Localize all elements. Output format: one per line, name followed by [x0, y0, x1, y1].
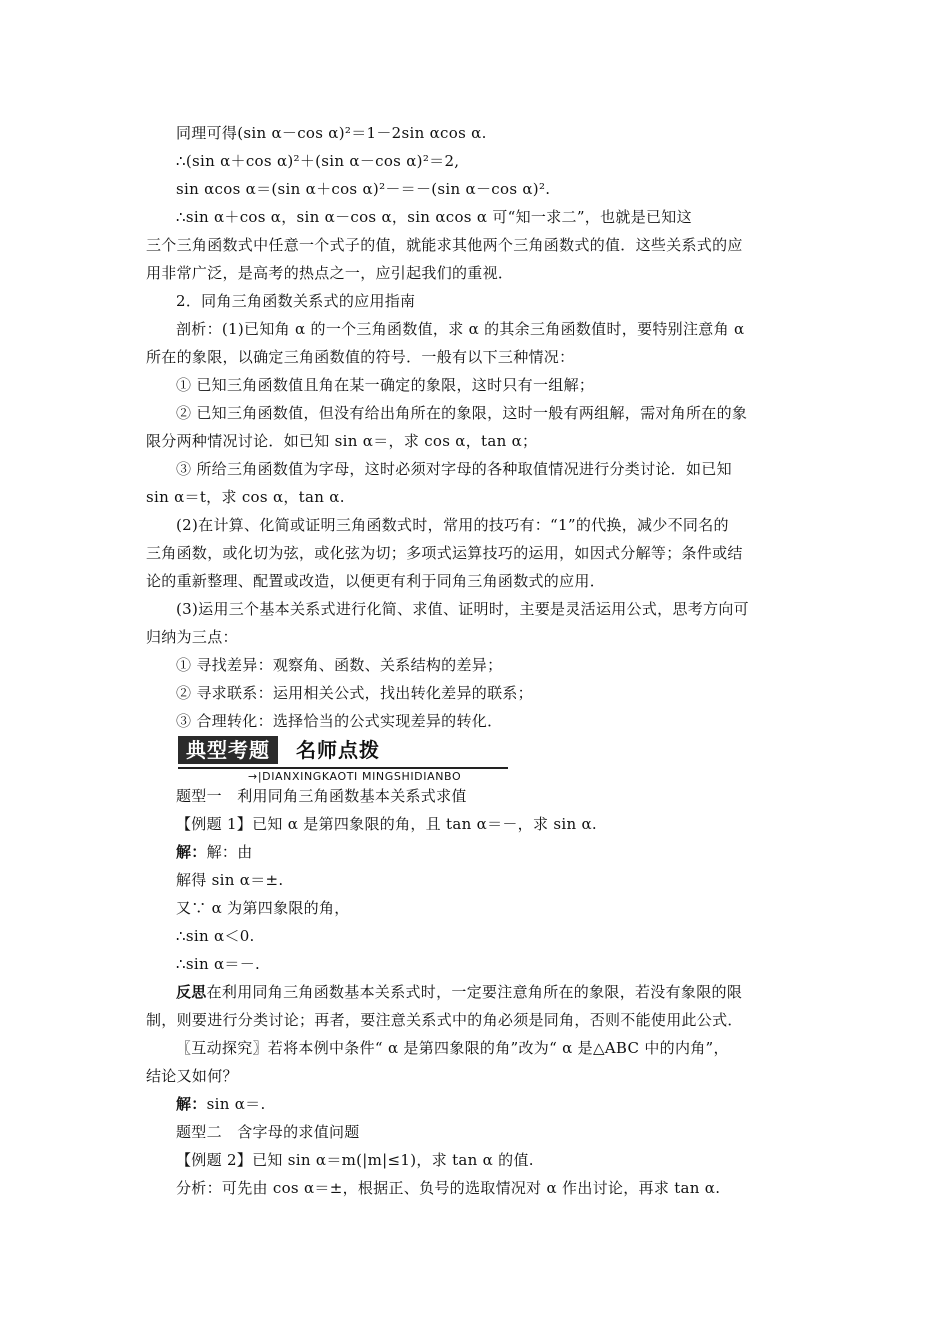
text-line: 用非常广泛，是高考的热点之一，应引起我们的重视． — [146, 264, 514, 282]
example-1: 【例题 1】已知 α 是第四象限的角，且 tan α＝－，求 sin α. — [176, 815, 597, 833]
text-line: 论的重新整理、配置或改造，以便更有利于同角三角函数式的应用． — [146, 572, 606, 590]
text-line: ② 寻求联系：运用相关公式，找出转化差异的联系； — [176, 684, 533, 702]
reflection-label: 反思 — [176, 983, 207, 1001]
text-line: ③ 合理转化：选择恰当的公式实现差异的转化． — [176, 712, 503, 730]
banner-subtitle-text: DIANXINGKAOTI MINGSHIDIANBO — [262, 770, 462, 783]
text-line: ② 已知三角函数值，但没有给出角所在的象限，这时一般有两组解，需对角所在的象 — [176, 404, 748, 422]
text-line: 限分两种情况讨论．如已知 sin α＝，求 cos α，tan α； — [146, 432, 538, 450]
arrow-icon: →| — [248, 770, 263, 783]
text-line: ③ 所给三角函数值为字母，这时必须对字母的各种取值情况进行分类讨论．如已知 — [176, 460, 732, 478]
text-line: 分析：可先由 cos α＝±，根据正、负号的选取情况对 α 作出讨论，再求 tan α. — [176, 1179, 721, 1197]
text-line: 〖互动探究〗若将本例中条件“ α 是第四象限的角”改为“ α 是△ABC 中的内角”， — [176, 1039, 729, 1057]
solution-text: 解：由 — [206, 843, 253, 861]
text-line: 制，则要进行分类讨论；再者，要注意关系式中的角必须是同角，否则不能使用此公式． — [146, 1011, 743, 1029]
solution-label: 解： — [176, 1095, 207, 1113]
text-line: 剖析：(1)已知角 α 的一个三角函数值，求 α 的其余三角函数值时，要特别注意角 α — [176, 320, 745, 338]
topic-heading: 题型二 含字母的求值问题 — [176, 1123, 360, 1141]
text-line: 三角函数，或化切为弦，或化弦为切；多项式运算技巧的运用，如因式分解等；条件或结 — [146, 544, 743, 562]
section-banner — [178, 734, 508, 784]
text-line: (2)在计算、化简或证明三角函数式时，常用的技巧有：“1”的代换，减少不同名的 — [176, 516, 729, 534]
topic-heading: 题型一 利用同角三角函数基本关系式求值 — [176, 787, 467, 805]
banner-box-title: 典型考题 — [178, 736, 278, 764]
text-line: ∴(sin α＋cos α)²＋(sin α－cos α)²＝2, — [176, 152, 460, 170]
banner-subtitle — [248, 770, 461, 784]
solution-label: 解： — [176, 843, 207, 861]
solution-line — [176, 842, 253, 862]
reflection-text: 在利用同角三角函数基本关系式时，一定要注意角所在的象限，若没有象限的限 — [206, 983, 743, 1001]
solution-text: sin α＝. — [206, 1095, 266, 1113]
text-line: 三个三角函数式中任意一个式子的值，就能求其他两个三角函数式的值．这些关系式的应 — [146, 236, 743, 254]
example-2: 【例题 2】已知 sin α＝m(|m|≤1)，求 tan α 的值. — [176, 1151, 534, 1169]
text-line: ∴sin α＋cos α，sin α－cos α，sin αcos α 可“知一求二”，也就是已知这 — [176, 208, 692, 226]
section-heading: 2．同角三角函数关系式的应用指南 — [176, 292, 416, 310]
reflection-line — [176, 982, 742, 1002]
text-line: 又∵ α 为第四象限的角， — [176, 899, 350, 917]
text-line: ∴sin α＝－. — [176, 955, 261, 973]
text-line: (3)运用三个基本关系式进行化简、求值、证明时，主要是灵活运用公式，思考方向可 — [176, 600, 749, 618]
text-line: sin α＝t，求 cos α，tan α. — [146, 488, 345, 506]
text-line: 所在的象限，以确定三角函数值的符号．一般有以下三种情况： — [146, 348, 575, 366]
text-line: ① 已知三角函数值且角在某一确定的象限，这时只有一组解； — [176, 376, 595, 394]
text-line: ∴sin α＜0. — [176, 927, 255, 945]
text-line: 同理可得(sin α－cos α)²＝1－2sin αcos α. — [176, 124, 487, 142]
text-line: 结论又如何？ — [146, 1067, 238, 1085]
text-line: ① 寻找差异：观察角、函数、关系结构的差异； — [176, 656, 503, 674]
text-line: 解得 sin α＝±. — [176, 871, 284, 889]
banner-rule — [178, 767, 508, 769]
solution-line — [176, 1094, 266, 1114]
banner-main-title: 名师点拨 — [296, 738, 380, 762]
text-line: 归纳为三点： — [146, 628, 238, 646]
text-line: sin αcos α＝(sin α＋cos α)²－＝－(sin α－cos α)². — [176, 180, 551, 198]
